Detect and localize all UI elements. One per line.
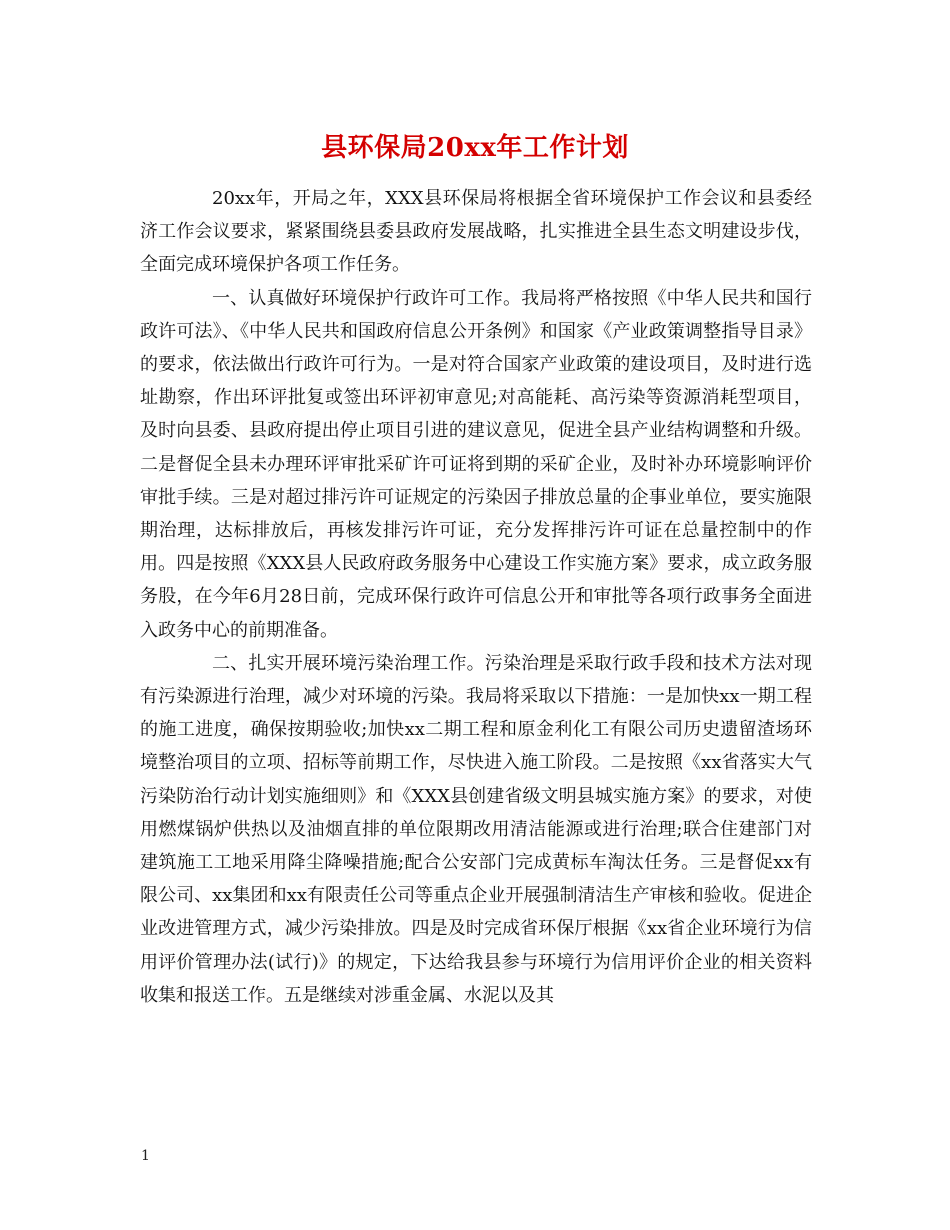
- page-number: 1: [141, 1148, 150, 1164]
- paragraph-intro: 20xx年，开局之年，XXX县环保局将根据全省环境保护工作会议和县委经济工作会议要求，紧紧围绕县委县政府发展战略，扎实推进全县生态文明建设步伐，全面完成环境保护各项工作任务。: [140, 188, 812, 276]
- paragraph-section-1: 一、认真做好环境保护行政许可工作。我局将严格按照《中华人民共和国行政许可法》、《中华人民共和国政府信息公开条例》和国家《产业政策调整指导目录》的要求，依法做出行政许可行为。一是对符合国家产业政策的建设项目，及时进行选址勘察，作出环评批复或签出环评初审意见;对高能耗、高污染等资源消耗型项目，及时向县委、县政府提出停止项目引进的建议意见，促进全县产业结构调整和升级。二是督促全县未办理环评审批采矿许可证将到期的采矿企业，及时补办环境影响评价审批手续。三是对超过排污许可证规定的污染因子排放总量的企事业单位，要实施限期治理，达标排放后，再核发排污许可证，充分发挥排污许可证在总量控制中的作用。四是按照《XXX县人民政府政务服务中心建设工作实施方案》要求，成立政务服务股，在今年6月28日前，完成环保行政许可信息公开和审批等各项行政事务全面进入政务中心的前期准备。: [140, 287, 812, 641]
- document-body: [140, 182, 812, 1012]
- document-title: 县环保局20xx年工作计划: [321, 133, 629, 163]
- paragraph-section-2: 二、扎实开展环境污染治理工作。污染治理是采取行政手段和技术方法对现有污染源进行治理，减少对环境的污染。我局将采取以下措施：一是加快xx一期工程的施工进度，确保按期验收;加快xx二期工程和原金利化工有限公司历史遗留渣场环境整治项目的立项、招标等前期工作，尽快进入施工阶段。二是按照《xx省落实大气污染防治行动计划实施细则》和《XXX县创建省级文明县城实施方案》的要求，对使用燃煤锅炉供热以及油烟直排的单位限期改用清洁能源或进行治理;联合住建部门对建筑施工工地采用降尘降噪措施;配合公安部门完成黄标车淘汰任务。三是督促xx有限公司、xx集团和xx有限责任公司等重点企业开展强制清洁生产审核和验收。促进企业改进管理方式，减少污染排放。四是及时完成省环保厅根据《xx省企业环境行为信用评价管理办法(试行)》的规定，下达给我县参与环境行为信用评价企业的相关资料收集和报送工作。五是继续对涉重金属、水泥以及其: [140, 652, 812, 1006]
